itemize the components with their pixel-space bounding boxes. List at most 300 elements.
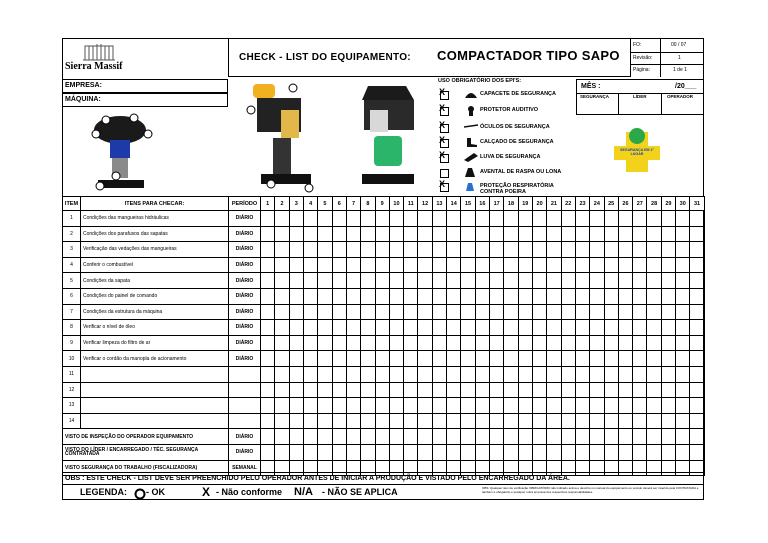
signature-cell[interactable]	[375, 429, 389, 445]
day-check-cell[interactable]	[361, 366, 375, 382]
day-check-cell[interactable]	[275, 413, 289, 429]
day-check-cell[interactable]	[532, 226, 546, 242]
day-check-cell[interactable]	[490, 288, 504, 304]
day-check-cell[interactable]	[490, 242, 504, 258]
day-check-cell[interactable]	[346, 366, 360, 382]
day-check-cell[interactable]	[475, 366, 489, 382]
day-check-cell[interactable]	[261, 413, 275, 429]
day-check-cell[interactable]	[518, 320, 532, 336]
day-check-cell[interactable]	[461, 242, 475, 258]
day-check-cell[interactable]	[618, 257, 632, 273]
day-check-cell[interactable]	[475, 288, 489, 304]
day-check-cell[interactable]	[375, 320, 389, 336]
day-check-cell[interactable]	[604, 382, 618, 398]
signature-cell[interactable]	[432, 429, 446, 445]
signature-cell[interactable]	[618, 444, 632, 460]
day-check-cell[interactable]	[375, 288, 389, 304]
day-check-cell[interactable]	[661, 351, 675, 367]
day-check-cell[interactable]	[275, 211, 289, 227]
day-check-cell[interactable]	[418, 288, 432, 304]
signature-cell[interactable]	[504, 429, 518, 445]
day-check-cell[interactable]	[690, 273, 704, 289]
day-check-cell[interactable]	[375, 382, 389, 398]
day-check-cell[interactable]	[404, 335, 418, 351]
day-check-cell[interactable]	[590, 226, 604, 242]
sign-seguranca[interactable]: SEGURANÇA	[577, 93, 619, 115]
day-check-cell[interactable]	[318, 211, 332, 227]
day-check-cell[interactable]	[604, 398, 618, 414]
day-check-cell[interactable]	[561, 211, 575, 227]
day-check-cell[interactable]	[332, 382, 346, 398]
day-check-cell[interactable]	[661, 413, 675, 429]
day-check-cell[interactable]	[261, 257, 275, 273]
day-check-cell[interactable]	[504, 335, 518, 351]
day-check-cell[interactable]	[461, 413, 475, 429]
day-check-cell[interactable]	[504, 366, 518, 382]
signature-cell[interactable]	[475, 429, 489, 445]
day-check-cell[interactable]	[633, 242, 647, 258]
day-check-cell[interactable]	[303, 257, 317, 273]
day-check-cell[interactable]	[461, 398, 475, 414]
day-check-cell[interactable]	[289, 211, 303, 227]
signature-cell[interactable]	[504, 444, 518, 460]
day-check-cell[interactable]	[676, 335, 690, 351]
day-check-cell[interactable]	[504, 351, 518, 367]
day-check-cell[interactable]	[475, 211, 489, 227]
day-check-cell[interactable]	[518, 273, 532, 289]
day-check-cell[interactable]	[289, 335, 303, 351]
day-check-cell[interactable]	[432, 288, 446, 304]
day-check-cell[interactable]	[633, 382, 647, 398]
day-check-cell[interactable]	[618, 413, 632, 429]
day-check-cell[interactable]	[275, 257, 289, 273]
day-check-cell[interactable]	[447, 211, 461, 227]
day-check-cell[interactable]	[590, 242, 604, 258]
day-check-cell[interactable]	[418, 211, 432, 227]
day-check-cell[interactable]	[547, 366, 561, 382]
day-check-cell[interactable]	[289, 351, 303, 367]
day-check-cell[interactable]	[418, 304, 432, 320]
day-check-cell[interactable]	[361, 382, 375, 398]
day-check-cell[interactable]	[647, 335, 661, 351]
day-check-cell[interactable]	[289, 226, 303, 242]
day-check-cell[interactable]	[690, 288, 704, 304]
day-check-cell[interactable]	[418, 226, 432, 242]
day-check-cell[interactable]	[633, 211, 647, 227]
signature-cell[interactable]	[575, 429, 589, 445]
day-check-cell[interactable]	[532, 304, 546, 320]
day-check-cell[interactable]	[447, 273, 461, 289]
day-check-cell[interactable]	[647, 226, 661, 242]
day-check-cell[interactable]	[404, 351, 418, 367]
day-check-cell[interactable]	[475, 257, 489, 273]
day-check-cell[interactable]	[261, 288, 275, 304]
day-check-cell[interactable]	[361, 398, 375, 414]
day-check-cell[interactable]	[532, 273, 546, 289]
day-check-cell[interactable]	[490, 351, 504, 367]
day-check-cell[interactable]	[332, 288, 346, 304]
day-check-cell[interactable]	[432, 335, 446, 351]
day-check-cell[interactable]	[447, 413, 461, 429]
day-check-cell[interactable]	[289, 242, 303, 258]
signature-cell[interactable]	[647, 429, 661, 445]
day-check-cell[interactable]	[490, 413, 504, 429]
day-check-cell[interactable]	[547, 257, 561, 273]
signature-cell[interactable]	[676, 444, 690, 460]
day-check-cell[interactable]	[532, 257, 546, 273]
day-check-cell[interactable]	[447, 366, 461, 382]
day-check-cell[interactable]	[547, 211, 561, 227]
day-check-cell[interactable]	[604, 273, 618, 289]
signature-cell[interactable]	[461, 444, 475, 460]
day-check-cell[interactable]	[618, 226, 632, 242]
day-check-cell[interactable]	[532, 288, 546, 304]
day-check-cell[interactable]	[418, 413, 432, 429]
day-check-cell[interactable]	[389, 211, 403, 227]
signature-cell[interactable]	[275, 444, 289, 460]
day-check-cell[interactable]	[604, 413, 618, 429]
day-check-cell[interactable]	[389, 288, 403, 304]
day-check-cell[interactable]	[590, 273, 604, 289]
signature-cell[interactable]	[618, 429, 632, 445]
day-check-cell[interactable]	[318, 257, 332, 273]
day-check-cell[interactable]	[676, 366, 690, 382]
day-check-cell[interactable]	[318, 242, 332, 258]
day-check-cell[interactable]	[690, 398, 704, 414]
day-check-cell[interactable]	[361, 351, 375, 367]
day-check-cell[interactable]	[303, 382, 317, 398]
signature-cell[interactable]	[303, 429, 317, 445]
day-check-cell[interactable]	[518, 398, 532, 414]
day-check-cell[interactable]	[346, 335, 360, 351]
day-check-cell[interactable]	[346, 413, 360, 429]
day-check-cell[interactable]	[618, 398, 632, 414]
day-check-cell[interactable]	[647, 413, 661, 429]
epi-item[interactable]	[436, 151, 576, 163]
day-check-cell[interactable]	[618, 288, 632, 304]
day-check-cell[interactable]	[303, 413, 317, 429]
day-check-cell[interactable]	[676, 398, 690, 414]
day-check-cell[interactable]	[518, 257, 532, 273]
day-check-cell[interactable]	[475, 398, 489, 414]
day-check-cell[interactable]	[346, 351, 360, 367]
day-check-cell[interactable]	[504, 413, 518, 429]
day-check-cell[interactable]	[432, 226, 446, 242]
day-check-cell[interactable]	[361, 226, 375, 242]
day-check-cell[interactable]	[504, 382, 518, 398]
day-check-cell[interactable]	[518, 351, 532, 367]
signature-cell[interactable]	[332, 444, 346, 460]
day-check-cell[interactable]	[561, 382, 575, 398]
day-check-cell[interactable]	[432, 242, 446, 258]
day-check-cell[interactable]	[647, 288, 661, 304]
day-check-cell[interactable]	[346, 273, 360, 289]
day-check-cell[interactable]	[690, 320, 704, 336]
signature-cell[interactable]	[346, 444, 360, 460]
day-check-cell[interactable]	[303, 335, 317, 351]
day-check-cell[interactable]	[289, 398, 303, 414]
day-check-cell[interactable]	[490, 211, 504, 227]
day-check-cell[interactable]	[604, 211, 618, 227]
day-check-cell[interactable]	[676, 320, 690, 336]
epi-item[interactable]	[436, 88, 576, 100]
day-check-cell[interactable]	[361, 257, 375, 273]
day-check-cell[interactable]	[504, 398, 518, 414]
day-check-cell[interactable]	[461, 211, 475, 227]
day-check-cell[interactable]	[303, 226, 317, 242]
day-check-cell[interactable]	[661, 382, 675, 398]
day-check-cell[interactable]	[461, 257, 475, 273]
day-check-cell[interactable]	[661, 304, 675, 320]
signature-cell[interactable]	[361, 444, 375, 460]
day-check-cell[interactable]	[661, 320, 675, 336]
day-check-cell[interactable]	[690, 242, 704, 258]
day-check-cell[interactable]	[375, 335, 389, 351]
signature-cell[interactable]	[633, 444, 647, 460]
signature-cell[interactable]	[346, 429, 360, 445]
signature-cell[interactable]	[318, 429, 332, 445]
day-check-cell[interactable]	[475, 226, 489, 242]
day-check-cell[interactable]	[504, 320, 518, 336]
day-check-cell[interactable]	[346, 320, 360, 336]
day-check-cell[interactable]	[547, 382, 561, 398]
day-check-cell[interactable]	[475, 335, 489, 351]
day-check-cell[interactable]	[261, 382, 275, 398]
day-check-cell[interactable]	[389, 226, 403, 242]
day-check-cell[interactable]	[647, 304, 661, 320]
day-check-cell[interactable]	[346, 398, 360, 414]
day-check-cell[interactable]	[661, 288, 675, 304]
day-check-cell[interactable]	[432, 211, 446, 227]
day-check-cell[interactable]	[404, 366, 418, 382]
day-check-cell[interactable]	[447, 304, 461, 320]
maquina-field[interactable]	[62, 93, 228, 107]
day-check-cell[interactable]	[404, 211, 418, 227]
day-check-cell[interactable]	[676, 413, 690, 429]
day-check-cell[interactable]	[361, 304, 375, 320]
day-check-cell[interactable]	[375, 413, 389, 429]
day-check-cell[interactable]	[547, 413, 561, 429]
day-check-cell[interactable]	[532, 366, 546, 382]
day-check-cell[interactable]	[389, 335, 403, 351]
day-check-cell[interactable]	[475, 320, 489, 336]
day-check-cell[interactable]	[676, 257, 690, 273]
signature-cell[interactable]	[532, 429, 546, 445]
day-check-cell[interactable]	[561, 226, 575, 242]
signature-cell[interactable]	[633, 429, 647, 445]
day-check-cell[interactable]	[418, 335, 432, 351]
day-check-cell[interactable]	[303, 211, 317, 227]
signature-cell[interactable]	[604, 429, 618, 445]
day-check-cell[interactable]	[575, 226, 589, 242]
day-check-cell[interactable]	[389, 273, 403, 289]
signature-cell[interactable]	[261, 444, 275, 460]
day-check-cell[interactable]	[275, 242, 289, 258]
day-check-cell[interactable]	[461, 382, 475, 398]
day-check-cell[interactable]	[504, 304, 518, 320]
day-check-cell[interactable]	[332, 226, 346, 242]
day-check-cell[interactable]	[590, 257, 604, 273]
day-check-cell[interactable]	[575, 304, 589, 320]
day-check-cell[interactable]	[332, 242, 346, 258]
day-check-cell[interactable]	[332, 211, 346, 227]
signature-cell[interactable]	[389, 429, 403, 445]
day-check-cell[interactable]	[361, 413, 375, 429]
day-check-cell[interactable]	[504, 257, 518, 273]
day-check-cell[interactable]	[432, 398, 446, 414]
day-check-cell[interactable]	[332, 335, 346, 351]
day-check-cell[interactable]	[289, 304, 303, 320]
day-check-cell[interactable]	[604, 366, 618, 382]
day-check-cell[interactable]	[461, 226, 475, 242]
day-check-cell[interactable]	[690, 211, 704, 227]
day-check-cell[interactable]	[618, 273, 632, 289]
day-check-cell[interactable]	[389, 366, 403, 382]
day-check-cell[interactable]	[518, 335, 532, 351]
sign-lider[interactable]: LÍDER	[619, 93, 662, 115]
day-check-cell[interactable]	[633, 257, 647, 273]
day-check-cell[interactable]	[418, 273, 432, 289]
day-check-cell[interactable]	[590, 304, 604, 320]
day-check-cell[interactable]	[604, 242, 618, 258]
day-check-cell[interactable]	[375, 226, 389, 242]
day-check-cell[interactable]	[518, 366, 532, 382]
day-check-cell[interactable]	[404, 382, 418, 398]
day-check-cell[interactable]	[404, 226, 418, 242]
day-check-cell[interactable]	[575, 211, 589, 227]
day-check-cell[interactable]	[532, 398, 546, 414]
day-check-cell[interactable]	[504, 288, 518, 304]
day-check-cell[interactable]	[590, 382, 604, 398]
day-check-cell[interactable]	[604, 288, 618, 304]
day-check-cell[interactable]	[676, 304, 690, 320]
day-check-cell[interactable]	[318, 226, 332, 242]
day-check-cell[interactable]	[418, 320, 432, 336]
signature-cell[interactable]	[590, 429, 604, 445]
day-check-cell[interactable]	[690, 335, 704, 351]
day-check-cell[interactable]	[389, 242, 403, 258]
day-check-cell[interactable]	[475, 351, 489, 367]
day-check-cell[interactable]	[561, 288, 575, 304]
day-check-cell[interactable]	[633, 304, 647, 320]
signature-cell[interactable]	[690, 429, 704, 445]
day-check-cell[interactable]	[461, 320, 475, 336]
day-check-cell[interactable]	[332, 304, 346, 320]
day-check-cell[interactable]	[432, 273, 446, 289]
day-check-cell[interactable]	[661, 211, 675, 227]
month-value[interactable]: /20___	[675, 83, 697, 90]
day-check-cell[interactable]	[490, 382, 504, 398]
day-check-cell[interactable]	[490, 257, 504, 273]
day-check-cell[interactable]	[547, 226, 561, 242]
day-check-cell[interactable]	[618, 320, 632, 336]
day-check-cell[interactable]	[661, 257, 675, 273]
signature-cell[interactable]	[661, 429, 675, 445]
day-check-cell[interactable]	[361, 242, 375, 258]
day-check-cell[interactable]	[332, 351, 346, 367]
signature-cell[interactable]	[375, 444, 389, 460]
day-check-cell[interactable]	[275, 320, 289, 336]
day-check-cell[interactable]	[490, 304, 504, 320]
day-check-cell[interactable]	[303, 366, 317, 382]
signature-cell[interactable]	[561, 444, 575, 460]
day-check-cell[interactable]	[561, 320, 575, 336]
day-check-cell[interactable]	[690, 351, 704, 367]
day-check-cell[interactable]	[318, 366, 332, 382]
day-check-cell[interactable]	[490, 320, 504, 336]
day-check-cell[interactable]	[532, 382, 546, 398]
day-check-cell[interactable]	[361, 211, 375, 227]
day-check-cell[interactable]	[432, 366, 446, 382]
day-check-cell[interactable]	[447, 320, 461, 336]
day-check-cell[interactable]	[318, 413, 332, 429]
day-check-cell[interactable]	[404, 257, 418, 273]
empresa-field[interactable]	[62, 79, 228, 93]
day-check-cell[interactable]	[303, 242, 317, 258]
day-check-cell[interactable]	[618, 335, 632, 351]
day-check-cell[interactable]	[261, 335, 275, 351]
day-check-cell[interactable]	[518, 382, 532, 398]
day-check-cell[interactable]	[375, 273, 389, 289]
day-check-cell[interactable]	[690, 257, 704, 273]
day-check-cell[interactable]	[561, 413, 575, 429]
day-check-cell[interactable]	[404, 320, 418, 336]
day-check-cell[interactable]	[389, 351, 403, 367]
day-check-cell[interactable]	[690, 413, 704, 429]
signature-cell[interactable]	[332, 429, 346, 445]
day-check-cell[interactable]	[547, 288, 561, 304]
day-check-cell[interactable]	[647, 398, 661, 414]
day-check-cell[interactable]	[275, 351, 289, 367]
day-check-cell[interactable]	[618, 382, 632, 398]
day-check-cell[interactable]	[647, 257, 661, 273]
day-check-cell[interactable]	[418, 242, 432, 258]
day-check-cell[interactable]	[618, 304, 632, 320]
day-check-cell[interactable]	[447, 398, 461, 414]
day-check-cell[interactable]	[590, 366, 604, 382]
day-check-cell[interactable]	[676, 273, 690, 289]
day-check-cell[interactable]	[275, 366, 289, 382]
day-check-cell[interactable]	[447, 226, 461, 242]
day-check-cell[interactable]	[676, 242, 690, 258]
day-check-cell[interactable]	[261, 226, 275, 242]
day-check-cell[interactable]	[575, 320, 589, 336]
day-check-cell[interactable]	[432, 304, 446, 320]
day-check-cell[interactable]	[547, 335, 561, 351]
day-check-cell[interactable]	[518, 211, 532, 227]
epi-item[interactable]	[436, 121, 576, 133]
day-check-cell[interactable]	[361, 288, 375, 304]
signature-cell[interactable]	[404, 444, 418, 460]
day-check-cell[interactable]	[404, 304, 418, 320]
day-check-cell[interactable]	[303, 273, 317, 289]
day-check-cell[interactable]	[561, 242, 575, 258]
day-check-cell[interactable]	[346, 304, 360, 320]
day-check-cell[interactable]	[618, 366, 632, 382]
day-check-cell[interactable]	[604, 304, 618, 320]
day-check-cell[interactable]	[633, 413, 647, 429]
day-check-cell[interactable]	[504, 242, 518, 258]
day-check-cell[interactable]	[561, 304, 575, 320]
day-check-cell[interactable]	[590, 320, 604, 336]
day-check-cell[interactable]	[518, 413, 532, 429]
day-check-cell[interactable]	[690, 366, 704, 382]
signature-cell[interactable]	[303, 444, 317, 460]
day-check-cell[interactable]	[303, 320, 317, 336]
signature-cell[interactable]	[518, 444, 532, 460]
day-check-cell[interactable]	[346, 288, 360, 304]
day-check-cell[interactable]	[275, 398, 289, 414]
